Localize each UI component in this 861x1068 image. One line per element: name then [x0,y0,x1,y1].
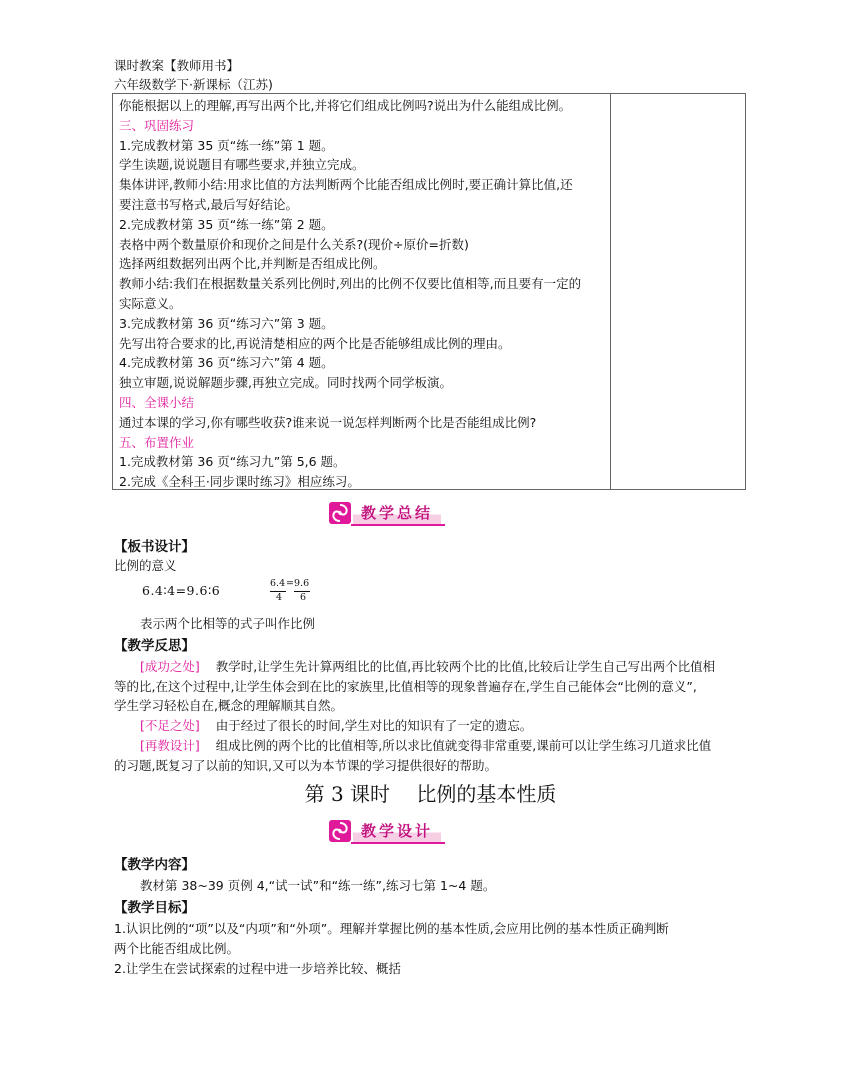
summary-banner [329,502,445,526]
table-content-cell [119,96,607,492]
goals-heading: 【教学目标】 [114,900,195,916]
reflection-heading: 【教学反思】 [114,638,195,654]
lesson-number: 第 3 课时 [304,782,391,806]
fraction-numerator-left: 6.4 [270,578,286,589]
fraction-numerator-right: 9.6 [294,578,310,589]
table-line: 独立审题,说说解题步骤,再独立完成。同时找两个同学板演。 [119,375,452,391]
lesson-title [0,778,861,807]
table-line: 实际意义。 [119,295,182,311]
table-line: 先写出符合要求的比,再说清楚相应的两个比是否能够组成比例的理由。 [119,335,511,351]
section-heading: 四、全课小结 [119,394,195,410]
reflection-shortfall-line [140,716,532,734]
table-line: 要注意书写格式,最后写好结论。 [119,196,298,212]
table-column-divider [610,94,611,489]
header-title: 课时教案【教师用书】 [114,58,240,73]
goal-line-3: 2.让学生在尝试探索的过程中进一步培养比较、概括 [114,961,401,976]
fraction-denominator-right: 6 [300,592,307,603]
fraction-denominator-left: 4 [276,592,283,603]
swirl-logo-icon [329,820,351,842]
table-line: 表格中两个数量原价和现价之间是什么关系?(现价÷原价=折数) [119,236,469,252]
table-line: 4.完成教材第 36 页“练习六”第 4 题。 [119,355,334,371]
redesign-text-2: 的习题,既复习了以前的知识,又可以为本节课的学习提供很好的帮助。 [114,758,497,773]
goal-line-1: 1.认识比例的“项”以及“内项”和“外项”。理解并掌握比例的基本性质,会应用比例的基本性质正确判断 [114,921,669,936]
table-line: 2.完成教材第 35 页“练一练”第 2 题。 [119,216,334,232]
reflection-success-line-1 [140,657,715,675]
content-heading: 【教学内容】 [114,857,195,873]
table-line: 通过本课的学习,你有哪些收获?谁来说一说怎样判断两个比是否能组成比例? [119,414,537,430]
success-text-1: 教学时,让学生先计算两组比的比值,再比较两个比的比值,比较后让学生自己写出两个比值相 [215,659,716,674]
success-text-2: 等的比,在这个过程中,让学生体会到在比的家族里,比值相等的现象普遍存在,学生自己能体会“比例的意义”, [114,679,697,694]
banner-underline [351,524,445,526]
fraction-equals: = [286,578,294,589]
ratio-expression: 6.4∶4=9.6∶6 [142,583,221,598]
table-line: 2.完成《全科王·同步课时练习》相应练习。 [119,474,360,490]
redesign-text-1: 组成比例的两个比的比值相等,所以求比值就变得非常重要,课前可以让学生练习几道求比值 [215,738,712,753]
design-banner-label: 教学设计 [353,821,441,842]
success-tag: [成功之处] [140,659,200,674]
swirl-logo-icon [329,502,351,524]
board-definition: 表示两个比相等的式子叫作比例 [140,616,316,631]
section-heading: 三、巩固练习 [119,117,195,133]
redesign-tag: [再教设计] [140,738,200,753]
section-heading: 五、布置作业 [119,434,195,450]
shortfall-tag: [不足之处] [140,718,200,733]
table-line: 1.完成教材第 35 页“练一练”第 1 题。 [119,137,334,153]
lesson-table [112,93,746,490]
header-subtitle: 六年级数学下·新课标（江苏) [114,77,273,92]
summary-banner-label: 教学总结 [353,503,441,524]
table-line: 3.完成教材第 36 页“练习六”第 3 题。 [119,315,334,331]
banner-underline [351,842,445,844]
table-line: 集体讲评,教师小结:用求比值的方法判断两个比能否组成比例时,要正确计算比值,还 [119,177,573,193]
board-design-heading: 【板书设计】 [114,539,195,555]
table-line: 教师小结:我们在根据数量关系列比例时,列出的比例不仅要比值相等,而且要有一定的 [119,276,582,292]
lesson-name: 比例的基本性质 [416,782,557,806]
board-subtitle: 比例的意义 [114,558,177,573]
design-banner [329,820,445,844]
shortfall-text: 由于经过了很长的时间,学生对比的知识有了一定的遗忘。 [215,718,533,733]
goal-line-2: 两个比能否组成比例。 [114,941,240,956]
success-text-3: 学生学习轻松自在,概念的理解顺其自然。 [114,698,343,713]
table-line: 你能根据以上的理解,再写出两个比,并将它们组成比例吗?说出为什么能组成比例。 [119,98,572,113]
reflection-redesign-line-1 [140,736,711,754]
table-line: 学生读题,说说题目有哪些要求,并独立完成。 [119,157,365,173]
table-line: 选择两组数据列出两个比,并判断是否组成比例。 [119,256,386,272]
content-text: 教材第 38~39 页例 4,“试一试”和“练一练”,练习七第 1~4 题。 [140,878,496,893]
table-line: 1.完成教材第 36 页“练习九”第 5,6 题。 [119,454,346,470]
